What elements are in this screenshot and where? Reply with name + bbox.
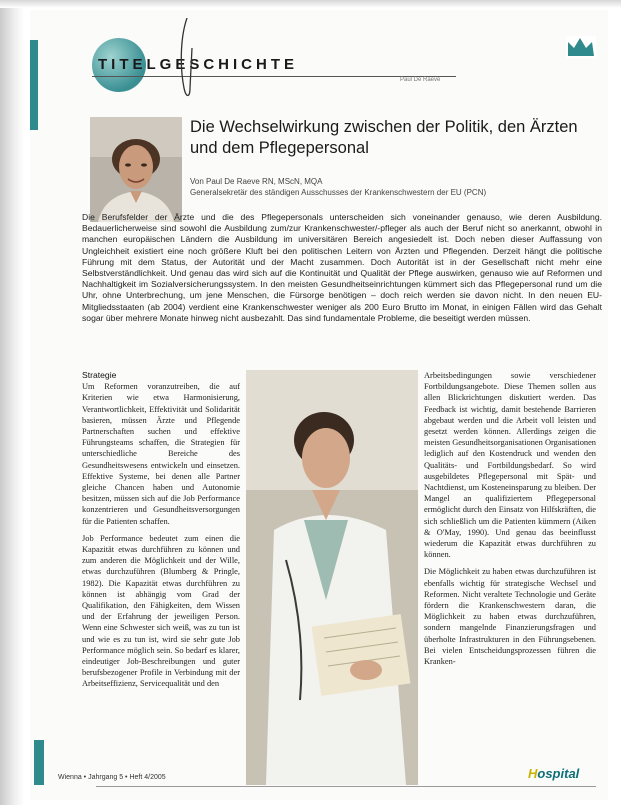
page-footer: Wienna • Jahrgang 5 • Heft 4/2005 bbox=[58, 774, 166, 781]
text-column-right bbox=[424, 370, 596, 673]
author-role: Generalsekretär des ständigen Ausschusses der Krankenschwestern der EU (PCN) bbox=[190, 188, 487, 197]
header-author-tag: Paul De Raeve bbox=[400, 77, 441, 83]
section-heading: Strategie bbox=[82, 370, 117, 380]
logo-initial: H bbox=[528, 766, 538, 781]
page-bottom-rule bbox=[96, 786, 596, 787]
scan-shadow-edge bbox=[0, 0, 24, 805]
paragraph: Arbeitsbedingungen sowie verschiedener Fortbildungsangebote. Diese Themen sollen aus allen Blickrichtungen diskutiert werden. Das Feedback ist wichtig, damit bestehende Barrieren abgebaut werden und die Arbeit voll leisten und gesetzt werden können. Allerdings zeigen die meisten Gesundheitsorganisationen Organisationen lediglich auf den Kostendruck und wenden den Qualitäts- und Fortbildungsbedarf. So wird ausgebildetes Pflegepersonal mit Spät- und Nachtdienst, um Kosteneinsparung zu bleiben. Der Mangel an qualifiziertem Pflegepersonal ermöglicht durch den Einsatz von Hilfskräften, die sich schließlich um die Patienten kümmern (Aiken & O'May, 1990). Und genau das beeinflusst wiederum die Kapazität etwas durchführen zu können. bbox=[424, 371, 596, 560]
author-name: Von Paul De Raeve RN, MScN, MQA bbox=[190, 177, 323, 186]
accent-bar-bottom bbox=[34, 740, 44, 785]
article-title: Die Wechselwirkung zwischen der Politik, den Ärzten und dem Pflegepersonal bbox=[190, 118, 578, 157]
logo-wordmark: ospital bbox=[537, 766, 580, 781]
binder-clip-icon bbox=[178, 18, 196, 108]
article-byline bbox=[190, 176, 600, 198]
hospital-logo-bottom bbox=[528, 766, 579, 781]
paragraph: Die Möglichkeit zu haben etwas durchzuführen ist ebenfalls wichtig für strategische Wechsel und Reformen. Nicht veraltete Technologie und Geräte fördern die Krankenschwestern daran, die Möglichkeit zu haben etwas durchzuführen, sondern mangelnde Finanzierungsfragen und überholte Infrastrukturen in den Führungsebenen. Bei vielen Entscheidungsprozessen führen die Kranken- bbox=[424, 567, 596, 667]
hospital-logo-top-icon bbox=[566, 36, 596, 58]
article-intro: Die Berufsfelder der Ärzte und die des Pflegepersonals unterscheiden sich voneinander genauso, wie deren Ausbildung. Bedauerlicherweise sind sowohl die Ausbildung zum/zur Krankenschwester/-pfleger als auch der Beruf nicht so anerkannt, obwohl in manchen europäischen Ländern die Ausbildung im universitären Bereich angesiedelt ist. Doch neben dieser Auffassung von Ungleichheit existiert eine noch größere Kluft bei den politischen Leitern von Ärzten und Pflegenden. Derzeit hängt die politische Führung mit dem Status, der Autorität und der Macht zusammen. Doch Autorität ist in der Gesellschaft nicht mehr eine Selbstverständlichkeit. Und genau das wird sich auf die Kontinuität und Qualität der Pflege auswirken, genauso wie auf Reformen und Nachhaltigkeit im Sozialversicherungssystem. In den meisten Gesundheitseinrichtungen kümmert sich das Pflegepersonal rund um die Uhr, ohne Unterbrechung, um jene Menschen, die Fürsorge benötigen – doch reich werden sie davon nicht. In den neuen EU-Mitgliedsstaaten (ab 2004) verdient eine Krankenschwester weniger als 200 Euro Brutto im Monat, in einigen Fällen wird das Gehalt sogar über mehrere Monate hinweg nicht ausbezahlt. Das sind fundamentale Probleme, die beseitigt werden müssen. bbox=[82, 212, 602, 323]
author-portrait bbox=[90, 117, 182, 222]
accent-bar-top bbox=[30, 40, 38, 130]
paragraph: Um Reformen voranzutreiben, die auf Kriterien wie etwa Harmonisierung, Verantwortlichkeit, Effektivität und Solidarität basieren, müssen Ärzte und Pflegende Partnerschaften suchen und effektive Führungsteams schaffen, die Strategien für unterschiedliche Bereiche des Gesundheitswesens entwickeln und einsetzen. Effektive Systeme, bei denen alle Partner gleiche Chancen haben und Autonomie besitzen, müssen sich auf die Job Performance konzentrieren und Gesundheitsversorgungen für die Patienten schaffen. bbox=[82, 382, 240, 526]
doctor-photo bbox=[246, 370, 418, 785]
text-column-left bbox=[82, 370, 240, 696]
section-title: TITELGESCHICHTE bbox=[98, 56, 299, 73]
paragraph: Job Performance bedeutet zum einen die Kapazität etwas durchführen zu können und zum anderen die Möglichkeit und der Wille, etwas durchzuführen (Blumberg & Pringle, 1982). Die Kapazität etwas durchführen zu können ist abhängig vom Grad der Qualifikation, den Fähigkeiten, dem Wissen und der Erfahrung der jeweiligen Person. Wenn eine Schwester sich weiß, was zu tun ist und wie es zu tun ist, wird sie sehr gute Job Performance möglich sein. So bedarf es klarer, eindeutiger Job-Beschreibungen und guter berufsbezogener Profile in Verbindung mit der Arbeitseffizienz, Servicequalität und den bbox=[82, 533, 240, 689]
scan-shadow-top bbox=[0, 0, 621, 8]
